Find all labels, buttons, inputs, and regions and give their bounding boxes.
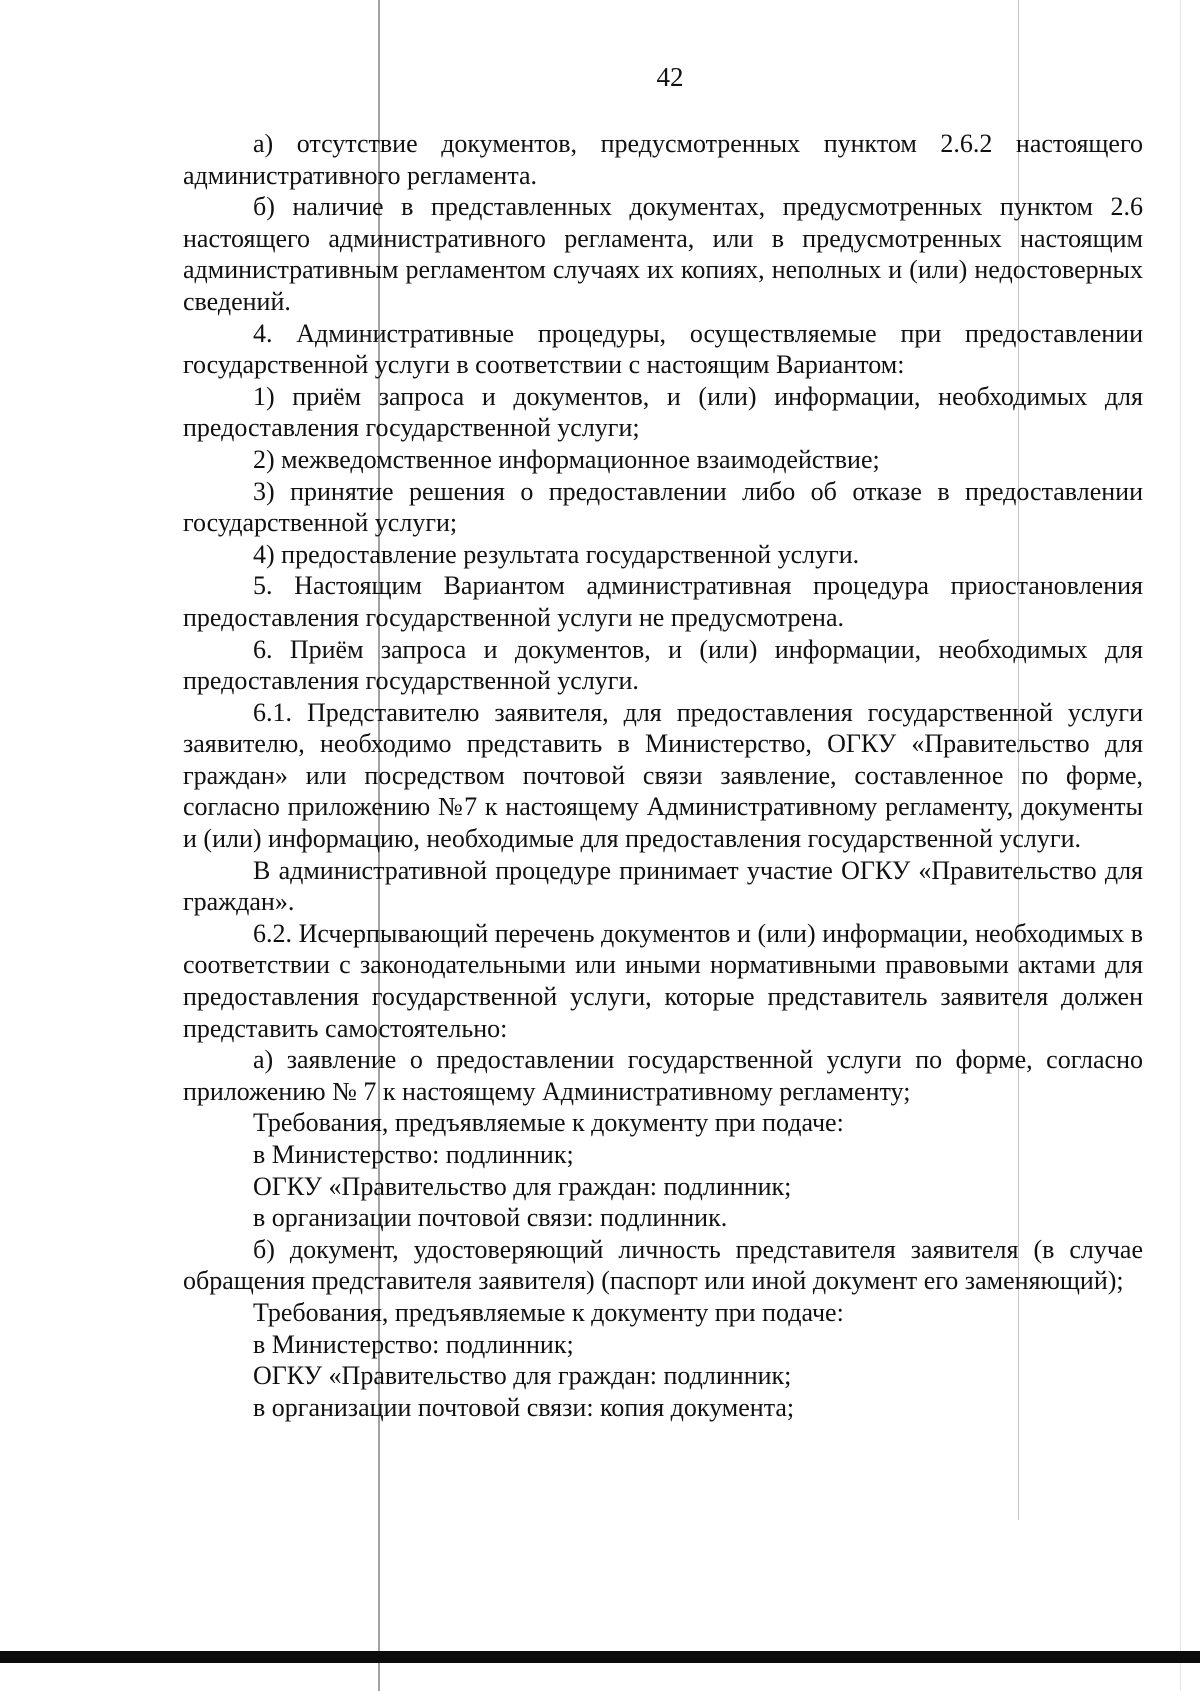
- paragraph: 4. Административные процедуры, осуществляемые при предоставлении государственной услуги в соответствии с настоящим Вариантом:: [183, 318, 1143, 380]
- paragraph: б) документ, удостоверяющий личность представителя заявителя (в случае обращения представителя заявителя) (паспорт или иной документ его заменяющий);: [183, 1234, 1143, 1296]
- paragraph: 6.1. Представителю заявителя, для предоставления государственной услуги заявителю, необходимо представить в Министерство, ОГКУ «Правительство для граждан» или посредством почтовой связи заявление, составленное по форме, согласно приложению №7 к настоящему Административному регламенту, документы и (или) информацию, необходимые для предоставления государственной услуги.: [183, 697, 1143, 854]
- paragraph: В административной процедуре принимает участие ОГКУ «Правительство для граждан».: [183, 855, 1143, 917]
- scan-bottom-edge: [0, 1651, 1200, 1663]
- paragraph: Требования, предъявляемые к документу при подаче:: [253, 1297, 844, 1327]
- page-number: 42: [656, 62, 684, 92]
- paragraph: а) заявление о предоставлении государственной услуги по форме, согласно приложению № 7 к настоящему Административному регламенту;: [183, 1045, 1143, 1106]
- paragraph: ОГКУ «Правительство для граждан: подлинник;: [253, 1171, 792, 1201]
- paragraph: 3) принятие решения о предоставлении либо об отказе в предоставлении государственной услуги;: [183, 476, 1143, 538]
- paragraph: 6. Приём запроса и документов, и (или) информации, необходимых для предоставления государственной услуги.: [183, 634, 1143, 696]
- paragraph: а) отсутствие документов, предусмотренных пунктом 2.6.2 настоящего административного регламента.: [183, 129, 1143, 190]
- paragraph: 2) межведомственное информационное взаимодействие;: [253, 444, 880, 474]
- paragraph: 5. Настоящим Вариантом административная процедура приостановления предоставления государственной услуги не предусмотрена.: [183, 571, 1143, 632]
- paragraph: Требования, предъявляемые к документу при подаче:: [253, 1108, 844, 1138]
- paragraph: в Министерство: подлинник;: [253, 1140, 574, 1169]
- paragraph: в организации почтовой связи: копия документа;: [253, 1392, 795, 1422]
- paragraph: в организации почтовой связи: подлинник.: [253, 1203, 728, 1233]
- document-body: [183, 128, 1143, 1423]
- paragraph: 4) предоставление результата государственной услуги.: [253, 539, 860, 569]
- paragraph: 6.2. Исчерпывающий перечень документов и (или) информации, необходимых в соответствии с законодательными или иными нормативными правовыми актами для предоставления государственной услуги, которые представитель заявителя должен представить самостоятельно:: [183, 918, 1143, 1043]
- paragraph: ОГКУ «Правительство для граждан: подлинник;: [253, 1361, 792, 1391]
- scan-artifact-line: [1180, 0, 1181, 1691]
- paragraph: 1) приём запроса и документов, и (или) информации, необходимых для предоставления государственной услуги;: [183, 381, 1143, 443]
- paragraph: в Министерство: подлинник;: [253, 1329, 574, 1359]
- paragraph: б) наличие в представленных документах, предусмотренных пунктом 2.6 настоящего административного регламента, или в предусмотренных настоящим административным регламентом случаях их копиях, неполных и (или) недостоверных сведений.: [183, 192, 1143, 316]
